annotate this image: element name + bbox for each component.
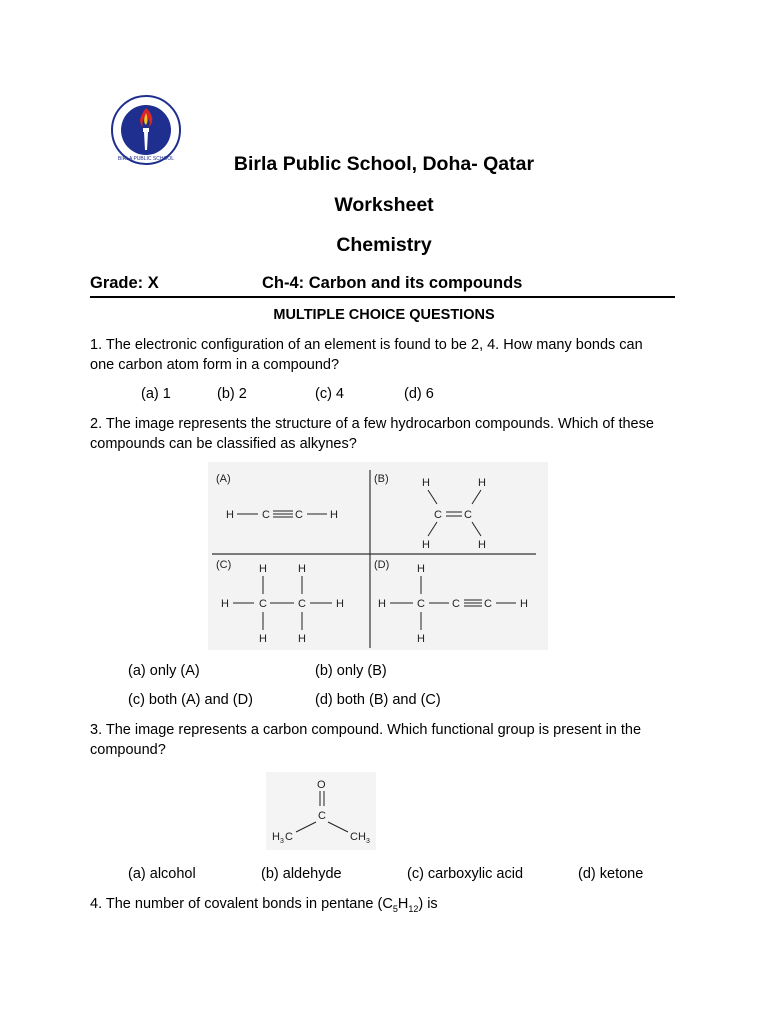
panel-a-label: (A) xyxy=(216,473,231,485)
svg-text:C: C xyxy=(464,509,472,521)
q3-text-line1: 3. The image represents a carbon compound. Which functional group is present in the xyxy=(90,722,642,738)
svg-text:C: C xyxy=(434,509,442,521)
q2-option-a: (a) only (A) xyxy=(128,663,200,679)
q4-text-h: H xyxy=(397,896,409,912)
section-title: MULTIPLE CHOICE QUESTIONS xyxy=(273,307,495,323)
q1-option-c: (c) 4 xyxy=(315,386,344,402)
svg-text:3: 3 xyxy=(280,838,284,845)
svg-text:H: H xyxy=(417,563,425,575)
svg-text:C: C xyxy=(295,509,303,521)
q1-option-b: (b) 2 xyxy=(217,386,247,402)
q2-option-d: (d) both (B) and (C) xyxy=(315,692,441,708)
structure-a xyxy=(226,509,338,521)
svg-text:H: H xyxy=(422,477,430,489)
q4-sub-carbon: 5 xyxy=(392,903,398,914)
q3-option-d: (d) ketone xyxy=(578,866,644,882)
svg-text:C: C xyxy=(318,810,326,822)
svg-text:3: 3 xyxy=(366,838,370,845)
svg-text:CH: CH xyxy=(350,831,366,843)
structure-b xyxy=(422,477,486,551)
q3-text-line2: compound? xyxy=(90,742,166,758)
structure-c xyxy=(221,563,344,645)
svg-text:H: H xyxy=(478,477,486,489)
structure-d xyxy=(378,563,528,645)
svg-text:C: C xyxy=(484,598,492,610)
q4-text xyxy=(90,894,438,919)
ketone-structure-figure xyxy=(266,772,376,850)
q3-option-c: (c) carboxylic acid xyxy=(407,866,524,882)
q1-option-d: (d) 6 xyxy=(404,386,434,402)
q2-text-line1: 2. The image represents the structure of a few hydrocarbon compounds. Which of these xyxy=(90,416,654,432)
svg-text:H: H xyxy=(259,563,267,575)
q2-option-c: (c) both (A) and (D) xyxy=(128,692,253,708)
q1-option-a: (a) 1 xyxy=(141,386,171,402)
svg-text:O: O xyxy=(317,779,326,791)
svg-text:H: H xyxy=(336,598,344,610)
svg-text:C: C xyxy=(259,598,267,610)
q3-option-a: (a) alcohol xyxy=(128,866,196,882)
svg-text:H: H xyxy=(520,598,528,610)
svg-text:H: H xyxy=(272,831,280,843)
svg-text:H: H xyxy=(417,633,425,645)
q4-sub-hydrogen: 12 xyxy=(408,903,419,914)
svg-text:C: C xyxy=(417,598,425,610)
q1-text-line2: one carbon atom form in a compound? xyxy=(90,357,340,373)
grade-label: Grade: X xyxy=(90,274,159,292)
svg-text:H: H xyxy=(478,539,486,551)
school-name: Birla Public School, Doha- Qatar xyxy=(233,153,535,175)
q2-option-b: (b) only (B) xyxy=(315,663,387,679)
worksheet-title: Worksheet xyxy=(334,194,434,216)
svg-text:H: H xyxy=(422,539,430,551)
header-rule xyxy=(90,296,675,298)
panel-b-label: (B) xyxy=(374,473,389,485)
svg-text:BIRLA PUBLIC SCHOOL: BIRLA PUBLIC SCHOOL xyxy=(117,156,175,162)
svg-text:C: C xyxy=(262,509,270,521)
svg-text:H: H xyxy=(259,633,267,645)
svg-text:C: C xyxy=(452,598,460,610)
chapter-label: Ch-4: Carbon and its compounds xyxy=(262,274,523,292)
panel-d-label: (D) xyxy=(374,559,390,571)
q1-text-line1: 1. The electronic configuration of an element is found to be 2, 4. How many bonds can xyxy=(90,337,643,353)
subject-title: Chemistry xyxy=(336,234,432,256)
q4-text-main: 4. The number of covalent bonds in pentane (C xyxy=(90,896,393,912)
svg-text:H: H xyxy=(330,509,338,521)
svg-text:H: H xyxy=(221,598,229,610)
q2-text-line2: compounds can be classified as alkynes? xyxy=(90,436,357,452)
panel-c-label: (C) xyxy=(216,559,232,571)
svg-text:C: C xyxy=(298,598,306,610)
svg-text:H: H xyxy=(298,563,306,575)
q3-option-b: (b) aldehyde xyxy=(261,866,342,882)
svg-text:H: H xyxy=(298,633,306,645)
svg-text:H: H xyxy=(226,509,234,521)
svg-text:C: C xyxy=(285,831,293,843)
hydrocarbon-structures-figure xyxy=(208,462,548,650)
q4-text-tail: ) is xyxy=(418,896,438,912)
svg-text:H: H xyxy=(378,598,386,610)
